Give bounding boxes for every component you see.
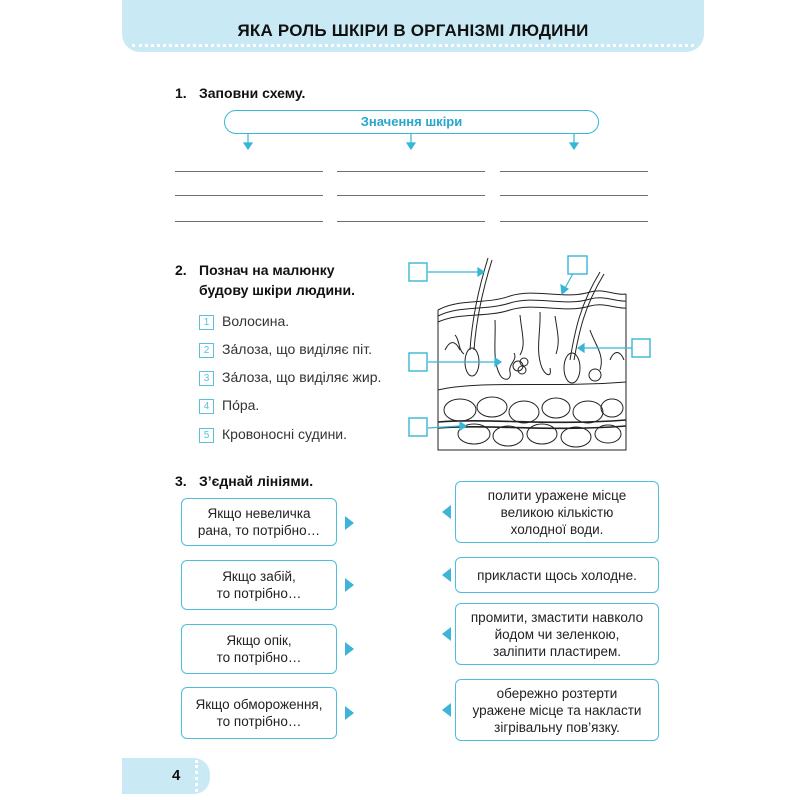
task1-number: 1. xyxy=(175,85,187,101)
answer-line[interactable] xyxy=(337,171,485,172)
scheme-connectors xyxy=(0,0,800,170)
label-box[interactable] xyxy=(409,353,427,371)
connector-arrow xyxy=(442,627,451,641)
condition-text: Якщо опік, то потрібно… xyxy=(216,633,302,665)
action-card[interactable] xyxy=(455,481,659,543)
legend-number-box: 2 xyxy=(199,343,214,358)
legend-item xyxy=(199,369,381,386)
label-box[interactable] xyxy=(409,418,427,436)
task3-title: З’єднай лініями. xyxy=(199,473,314,489)
connector-arrow xyxy=(442,505,451,519)
action-text: прикласти щось холодне. xyxy=(477,567,637,583)
scheme-title: Значення шкіри xyxy=(360,114,463,129)
task2-number: 2. xyxy=(175,262,187,278)
legend-item xyxy=(199,341,372,358)
action-card[interactable] xyxy=(455,557,659,593)
condition-text: Якщо забій, то потрібно… xyxy=(216,569,302,601)
legend-item-label: По́ра. xyxy=(222,397,260,413)
condition-text: Якщо невеличка рана, то потрібно… xyxy=(197,506,321,538)
task2-heading xyxy=(175,260,355,300)
task2-title-line2: будову шкіри людини. xyxy=(199,282,355,298)
answer-line[interactable] xyxy=(337,195,485,196)
label-box[interactable] xyxy=(409,263,427,281)
legend-item xyxy=(199,397,259,414)
legend-number-box: 5 xyxy=(199,428,214,443)
answer-line[interactable] xyxy=(175,195,323,196)
connector-arrow xyxy=(442,703,451,717)
connector-arrow xyxy=(345,516,354,530)
legend-item-label: Кровоносні судини. xyxy=(222,426,348,442)
answer-line[interactable] xyxy=(337,221,485,222)
condition-card[interactable] xyxy=(181,498,337,546)
legend-item xyxy=(199,426,347,443)
page-number-tab xyxy=(122,758,210,794)
connector-arrow xyxy=(345,706,354,720)
action-text: промити, змастити навколо йодом чи зеленкою, заліпити пластирем. xyxy=(470,609,644,659)
legend-item-label: Волосина. xyxy=(222,313,290,329)
connector-arrow xyxy=(442,568,451,582)
condition-card[interactable] xyxy=(181,624,337,674)
action-text: обережно розтерти уражене місце та накласти зігрівальну пов’язку. xyxy=(472,685,642,735)
legend-number-box: 3 xyxy=(199,371,214,386)
scheme-box xyxy=(224,110,599,134)
condition-card[interactable] xyxy=(181,687,337,739)
connector-arrow xyxy=(345,578,354,592)
legend-number-box: 4 xyxy=(199,399,214,414)
answer-line[interactable] xyxy=(500,195,648,196)
skin-diagram xyxy=(400,250,660,460)
label-box[interactable] xyxy=(568,256,587,274)
connector-arrow xyxy=(345,642,354,656)
page-number: 4 xyxy=(172,767,181,784)
task2-title-line1: Познач на малюнку xyxy=(199,262,335,278)
condition-text: Якщо обмороження, то потрібно… xyxy=(195,697,323,729)
task3-number: 3. xyxy=(175,473,187,489)
condition-card[interactable] xyxy=(181,560,337,610)
page-tab-dots xyxy=(195,760,198,792)
answer-line[interactable] xyxy=(175,221,323,222)
page-title: ЯКА РОЛЬ ШКІРИ В ОРГАНІЗМІ ЛЮДИНИ xyxy=(237,21,589,40)
answer-line[interactable] xyxy=(500,171,648,172)
answer-line[interactable] xyxy=(500,221,648,222)
answer-line[interactable] xyxy=(175,171,323,172)
legend-item xyxy=(199,313,289,330)
label-box[interactable] xyxy=(632,339,650,357)
action-card[interactable] xyxy=(455,603,659,665)
legend-item-label: За́лоза, що виділяє піт. xyxy=(222,341,372,357)
task1-title: Заповни схему. xyxy=(199,85,306,101)
legend-number-box: 1 xyxy=(199,315,214,330)
action-card[interactable] xyxy=(455,679,659,741)
action-text: полити уражене місце великою кількістю холодної води. xyxy=(487,487,627,537)
task3-heading xyxy=(175,471,313,491)
legend-item-label: За́лоза, що виділяє жир. xyxy=(222,369,382,385)
